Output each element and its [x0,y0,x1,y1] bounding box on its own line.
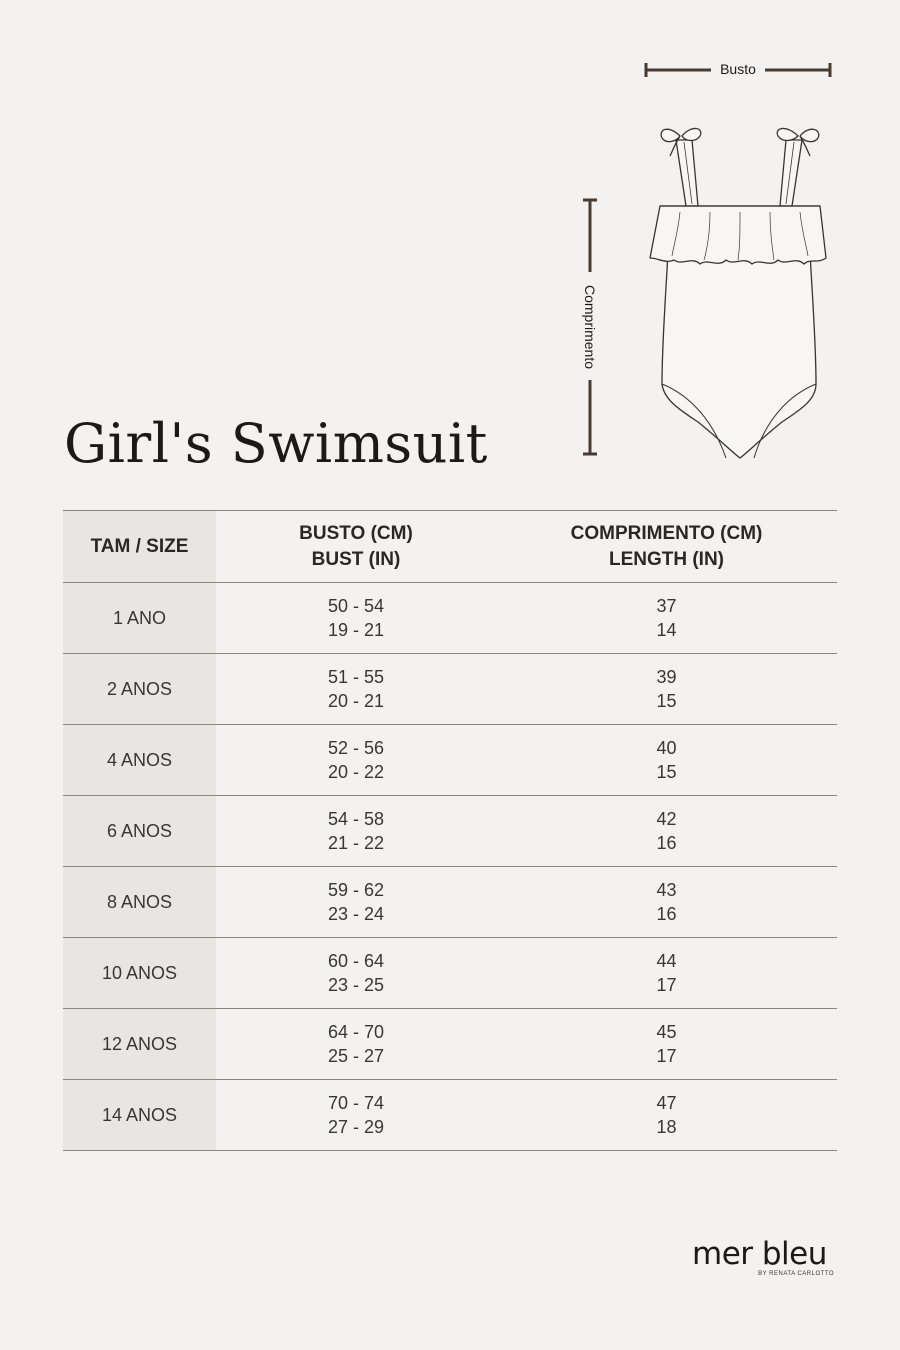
table-header-row [63,511,837,583]
length-cell: 42 16 [656,808,677,853]
length-dimension-indicator [576,196,606,458]
bust-column-header: BUSTO (CM) BUST (IN) [299,522,413,570]
size-cell: 12 ANOS [63,1009,216,1080]
page-title: Girl's Swimsuit [64,412,488,475]
bust-dimension-indicator [643,58,833,82]
length-cell: 47 18 [656,1092,677,1137]
bust-dimension-label: Busto [720,61,756,77]
size-cell: 2 ANOS [63,654,216,725]
bust-cell: 51 - 55 20 - 21 [327,666,385,711]
table-row [63,725,837,796]
table-row [63,867,837,938]
size-cell: 6 ANOS [63,796,216,867]
brand-name: mer bleu [692,1236,827,1272]
table-row [63,654,837,725]
length-cell: 45 17 [656,1021,677,1066]
bust-cell: 64 - 70 25 - 27 [327,1021,385,1066]
length-cell: 40 15 [656,737,677,782]
length-cell: 39 15 [656,666,677,711]
swimsuit-illustration [640,122,840,462]
brand-logo [692,1236,842,1278]
length-dimension-label: Comprimento [582,284,598,370]
size-chart-table [63,510,837,1151]
size-cell: 8 ANOS [63,867,216,938]
size-cell: 1 ANO [63,583,216,654]
bust-cell: 59 - 62 23 - 24 [327,879,385,924]
length-cell: 44 17 [656,950,677,995]
table-row [63,1080,837,1151]
bust-cell: 70 - 74 27 - 29 [327,1092,385,1137]
length-cell: 43 16 [656,879,677,924]
length-column-header: COMPRIMENTO (CM) LENGTH (IN) [570,522,763,570]
brand-tagline: BY RENATA CARLOTTO [758,1271,834,1277]
size-cell: 4 ANOS [63,725,216,796]
size-cell: 10 ANOS [63,938,216,1009]
size-column-header: TAM / SIZE [63,511,216,583]
bust-cell: 52 - 56 20 - 22 [327,737,385,782]
table-row [63,938,837,1009]
size-cell: 14 ANOS [63,1080,216,1151]
bust-cell: 50 - 54 19 - 21 [327,595,385,640]
length-cell: 37 14 [656,595,677,640]
table-row [63,796,837,867]
bust-cell: 60 - 64 23 - 25 [327,950,385,995]
table-row [63,583,837,654]
table-row [63,1009,837,1080]
bust-cell: 54 - 58 21 - 22 [327,808,385,853]
